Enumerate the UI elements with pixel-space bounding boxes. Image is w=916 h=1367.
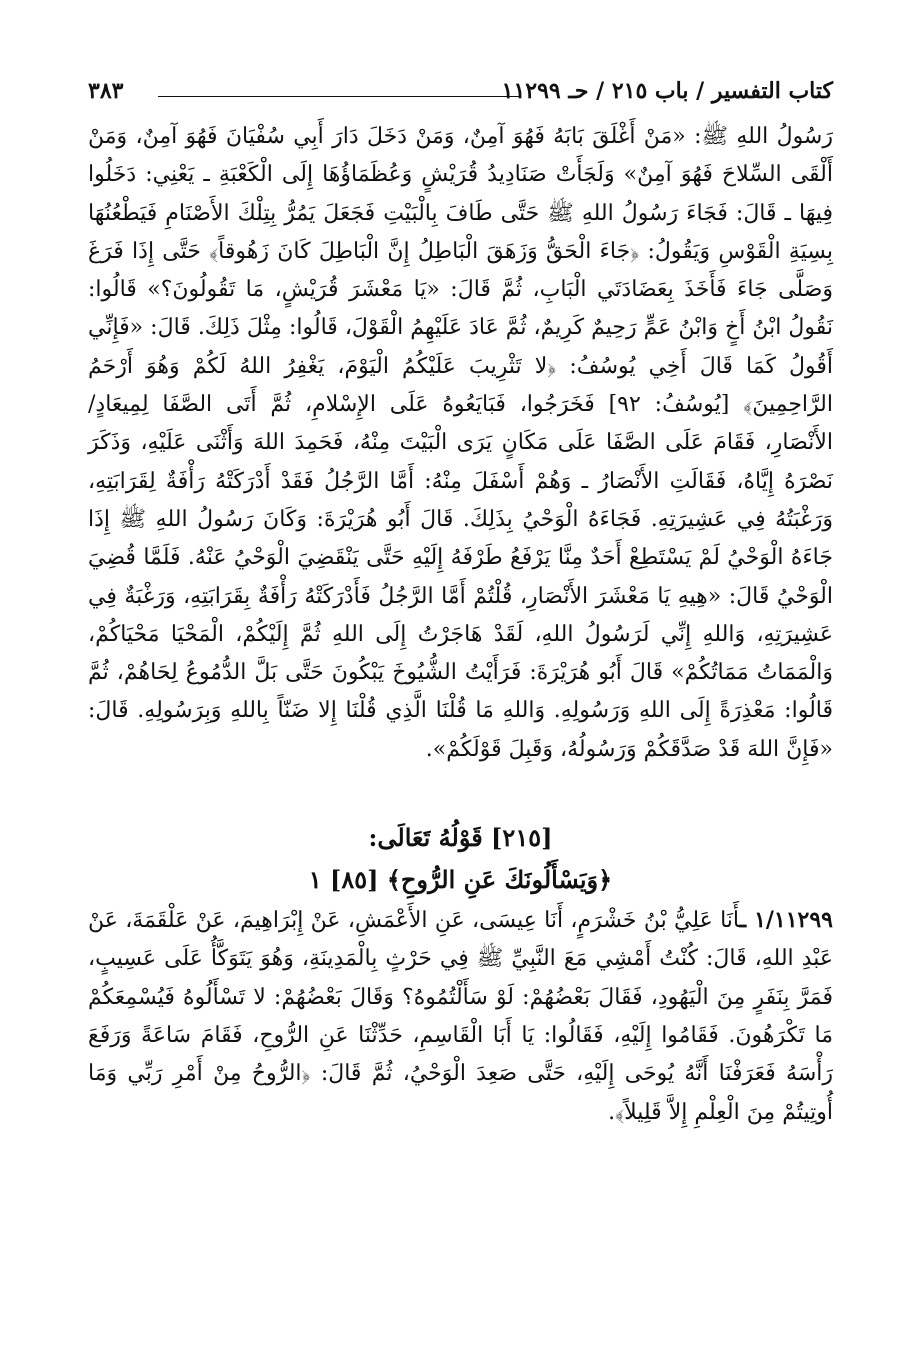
section-heading bbox=[88, 817, 833, 901]
paragraph: رَسُولُ اللهِ ﷺ: «مَنْ أَغْلَقَ بَابَهُ فَهُوَ آمِنٌ، وَمَنْ دَخَلَ دَارَ أَبِي سُفْيَانَ فَهُوَ آمِنٌ، وَمَنْ أَلْقَى السِّلاحَ فَهُوَ آمِنٌ» وَلَجَأَتْ صَنَادِيدُ قُرَيْشٍ وَعُظَمَاؤُهَا إِلَى الْكَعْبَةِ ـ يَعْنِي: دَخَلُوا فِيهَا ـ قَالَ: فَجَاءَ رَسُولُ اللهِ ﷺ حَتَّى طَافَ بِالْبَيْتِ فَجَعَلَ يَمُرُّ بِتِلْكَ الأَصْنَامِ فَيَطْعُنُهَا بِسِيَةِ الْقَوْسِ وَيَقُولُ: ﴿جَاءَ الْحَقُّ وَزَهَقَ الْبَاطِلُ إِنَّ الْبَاطِلَ كَانَ زَهُوقاً﴾ حَتَّى إِذَا فَرَغَ وَصَلَّى جَاءَ فَأَخَذَ بِعَضَادَتَي الْبَابِ، ثُمَّ قَالَ: «يَا مَعْشَرَ قُرَيْشٍ، مَا تَقُولُونَ؟» قَالُوا: نَقُولُ ابْنُ أَخٍ وَابْنُ عَمٍّ رَحِيمٌ كَرِيمٌ، ثُمَّ عَادَ عَلَيْهِمُ الْقَوْلَ، قَالُوا: مِثْلَ ذَلِكَ. قَالَ: «فَإِنِّي أَقُولُ كَمَا قَالَ أَخِي يُوسُفُ: ﴿لا تَثْرِيبَ عَلَيْكُمُ الْيَوْمَ، يَغْفِرُ اللهُ لَكُمْ وَهُوَ أَرْحَمُ الرَّاحِمِينَ﴾ [يُوسُفُ: ٩٢] فَخَرَجُوا، فَبَايَعُوهُ عَلَى الإِسْلامِ، ثُمَّ أَتَى الصَّفَا لِمِيعَادٍ/ الأَنْصَارِ، فَقَامَ عَلَى الصَّفَا عَلَى مَكَانٍ يَرَى الْبَيْتَ مِنْهُ، فَحَمِدَ اللهَ وَأَثْنَى عَلَيْهِ، وَذَكَرَ نَصْرَهُ إِيَّاهُ، فَقَالَتِ الأَنْصَارُ ـ وَهُمْ أَسْفَلَ مِنْهُ: أَمَّا الرَّجُلُ فَقَدْ أَدْرَكَتْهُ رَأْفَةٌ لِقَرَابَتِهِ، وَرَغْبَتُهُ فِي عَشِيرَتِهِ. فَجَاءَهُ الْوَحْيُ بِذَلِكَ. قَالَ أَبُو هُرَيْرَةَ: وَكَانَ رَسُولُ اللهِ ﷺ إِذَا جَاءَهُ الْوَحْيُ لَمْ يَسْتَطِعْ أَحَدٌ مِنَّا يَرْفَعُ طَرْفَهُ إِلَيْهِ حَتَّى يَنْقَضِيَ الْوَحْيُ عَنْهُ. فَلَمَّا قُضِيَ الْوَحْيُ قَالَ: «هِيهِ يَا مَعْشَرَ الأَنْصَارِ، قُلْتُمْ أَمَّا الرَّجُلُ فَأَدْرَكَتْهُ رَأْفَةٌ بِقَرَابَتِهِ، وَرَغْبَةٌ فِي عَشِيرَتِهِ، وَاللهِ إِنِّي لَرَسُولُ اللهِ، لَقَدْ هَاجَرْتُ إِلَى اللهِ ثُمَّ إِلَيْكُمْ، الْمَحْيَا مَحْيَاكُمْ، وَالْمَمَاتُ مَمَاتُكُمْ» قَالَ أَبُو هُرَيْرَةَ: فَرَأَيْتُ الشُّيُوخَ يَبْكُونَ حَتَّى بَلَّ الدُّمُوعُ لِحَاهُمْ، ثُمَّ قَالُوا: مَعْذِرَةً إِلَى اللهِ وَرَسُولِهِ. وَاللهِ مَا قُلْنَا الَّذِي قُلْنَا إِلا ضَنّاً بِاللهِ وَبِرَسُولِهِ. قَالَ: «فَإِنَّ اللهَ قَدْ صَدَّقَكُمْ وَرَسُولُهُ، وَقَبِلَ قَوْلَكُمْ». bbox=[88, 124, 833, 762]
hadith-paragraph bbox=[88, 901, 833, 1132]
main-text bbox=[88, 118, 833, 1132]
page-number: ٣٨٣ bbox=[88, 78, 124, 104]
hadith-text: أَنَا عَلِيُّ بْنُ خَشْرَمٍ، أَنَا عِيسَى، عَنِ الأَعْمَشِ، عَنْ إِبْرَاهِيمَ، عَنْ عَلْقَمَةَ، عَنْ عَبْدِ اللهِ، قَالَ: كُنْتُ أَمْشِي مَعَ النَّبِيِّ ﷺ فِي حَرْثٍ بِالْمَدِينَةِ، وَهُوَ يَتَوَكَّأُ عَلَى عَسِيبٍ، فَمَرَّ بِنَفَرٍ مِنَ الْيَهُودِ، فَقَالَ بَعْضُهُمْ: لَوْ سَأَلْتُمُوهُ؟ وَقَالَ بَعْضُهُمْ: لا تَسْأَلُوهُ فَيُسْمِعَكُمْ مَا تَكْرَهُونَ. فَقَامُوا إِلَيْهِ، فَقَالُوا: يَا أَبَا الْقَاسِمِ، حَدِّثْنَا عَنِ الرُّوحِ، فَقَامَ سَاعَةً وَرَفَعَ رَأْسَهُ فَعَرَفْنَا أَنَّهُ يُوحَى إِلَيْهِ، حَتَّى صَعِدَ الْوَحْيُ، ثُمَّ قَالَ: ﴿الرُّوحُ مِنْ أَمْرِ رَبِّي وَمَا أُوتِيتُمْ مِنَ الْعِلْمِ إِلاَّ قَلِيلاً﴾. bbox=[88, 908, 833, 1125]
hadith-number: ١/١١٢٩٩ ـ bbox=[739, 907, 833, 934]
section-title: [٢١٥] قَوْلُهُ تَعَالَى: bbox=[368, 823, 553, 853]
header-rule bbox=[158, 96, 521, 97]
running-header bbox=[88, 78, 833, 118]
running-title: كتاب التفسير / باب ٢١٥ / حـ ١١٢٩٩ bbox=[501, 78, 833, 104]
book-page bbox=[88, 78, 833, 1328]
section-verse: ﴿وَيَسْأَلُونَكَ عَنِ الرُّوحِ﴾ [٨٥] ١ bbox=[308, 865, 613, 895]
